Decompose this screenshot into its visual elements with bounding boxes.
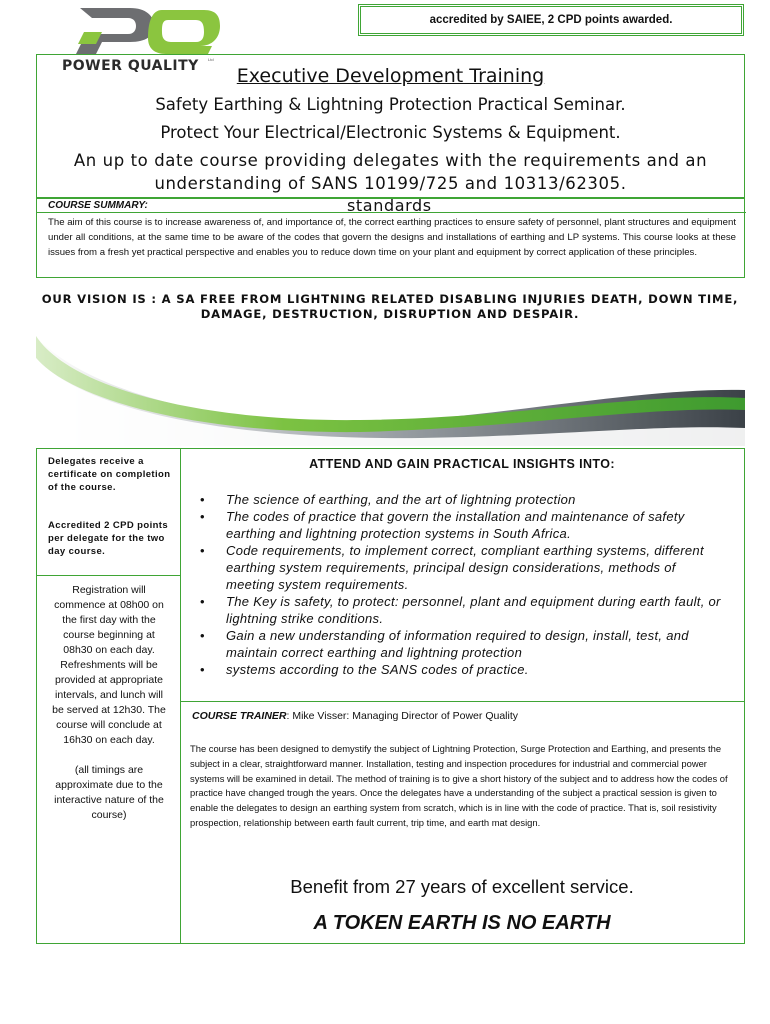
trainer-box (180, 702, 745, 944)
benefit-statement: Benefit from 27 years of excellent service. (290, 876, 634, 897)
bullet-icon: • (200, 594, 205, 609)
insight-text: The science of earthing, and the art of lightning protection (226, 492, 576, 507)
insight-text: Code requirements, to implement correct, compliant earthing systems, different earthing system requirements, principal design considerations, methods of meeting system requirements. (226, 543, 704, 592)
trainer-name: : Mike Visser: Managing Director of Power Quality (286, 710, 518, 722)
slogan: A TOKEN EARTH IS NO EARTH (313, 912, 611, 934)
insight-text: Gain a new understanding of information required to design, install, test, and maintain correct earthing and lightning protection (226, 628, 689, 660)
insights-box (180, 448, 745, 702)
list-item (196, 491, 726, 508)
bullet-icon: • (200, 492, 205, 507)
insight-text: The codes of practice that govern the installation and maintenance of safety earthing and lightning protection systems in South Africa. (226, 509, 685, 541)
standards-word: standards (347, 196, 432, 215)
logo-reg-mark: Ltd (208, 57, 214, 62)
registration-text: Registration will commence at 08h00 on the first day with the course beginning at 08h30 on each day. Refreshments will be provided at appropriate intervals, and lunch will be served at 12h30. The course will conclude at 16h30 on each day. (52, 584, 166, 746)
cpd-note: Accredited 2 CPD points per delegate for the two day course. (48, 520, 169, 557)
course-summary-text: The aim of this course is to increase awareness of, and importance of, the correct earthing practices to ensure safety of personnel, plant structures and equipment under all conditions, at the same time to be aware of the codes that govern the designs and installations of earthing and LP systems. This course looks at these issues from a fresh yet practical perspective and enables you to reduce down time on your plant and equipment by correct application of these principles. (48, 217, 736, 258)
timings-note: (all timings are approximate due to the interactive nature of the course) (54, 764, 164, 821)
left-info-column (36, 448, 181, 944)
list-item (196, 508, 726, 542)
bullet-icon: • (200, 543, 205, 558)
course-intro: An up to date course providing delegates with the requirements and an understanding of SANS 10199/725 and 10313/62305. (73, 151, 708, 193)
bullet-icon: • (200, 662, 205, 677)
pq-logo-mark (62, 4, 222, 58)
decorative-swoosh (0, 328, 770, 448)
list-item (196, 593, 726, 627)
trainer-line (192, 710, 518, 722)
header-box (36, 54, 745, 198)
certificate-note: Delegates receive a certificate on completion of the course. (48, 456, 171, 493)
insight-text: The Key is safety, to protect: personnel, plant and equipment during earth fault, or lightning strike conditions. (226, 594, 721, 626)
course-description: The course has been designed to demystify the subject of Lightning Protection, Surge Protection and Earthing, and presents the subject in a clear, straightforward manner. Installation, testing and inspection procedures for industrial and commercial power systems will be examined in detail. The method of training is to give a short history of the subject and to address how the codes of practice have changed trough the years. Once the delegates have a understanding of the subject a practical session is given to enable the delegates to design an earthing system from scratch, which is in line with the code of practice. That is, soil resistivity prospection, relationship between earth fault current, trip time, and earth mat design. (190, 743, 728, 828)
registration-box (37, 575, 181, 945)
list-item (196, 627, 726, 661)
page-title: Executive Development Training (236, 65, 545, 87)
seminar-title: Safety Earthing & Lightning Protection Practical Seminar. (155, 95, 626, 114)
insights-list (196, 491, 726, 678)
trainer-label: COURSE TRAINER (192, 710, 287, 722)
logo-tagline: POWER QUALITY (62, 58, 199, 74)
bullet-icon: • (200, 628, 205, 643)
insight-text: systems according to the SANS codes of practice. (226, 662, 529, 677)
bullet-icon: • (200, 509, 205, 524)
insights-title: ATTEND AND GAIN PRACTICAL INSIGHTS INTO: (309, 457, 615, 471)
course-summary-box (36, 198, 745, 278)
vision-statement: OUR VISION IS : A SA FREE FROM LIGHTNING RELATED DISABLING INJURIES DEATH, DOWN TIME, DAMAGE, DESTRUCTION, DISRUPTION AND DESPAIR. (41, 292, 739, 321)
list-item (196, 542, 726, 593)
list-item (196, 661, 726, 678)
accreditation-box: accredited by SAIEE, 2 CPD points awarded. (358, 4, 744, 36)
course-summary-header (37, 196, 746, 215)
seminar-subtitle: Protect Your Electrical/Electronic Systems & Equipment. (160, 123, 621, 142)
course-summary-label: COURSE SUMMARY: (48, 200, 148, 211)
